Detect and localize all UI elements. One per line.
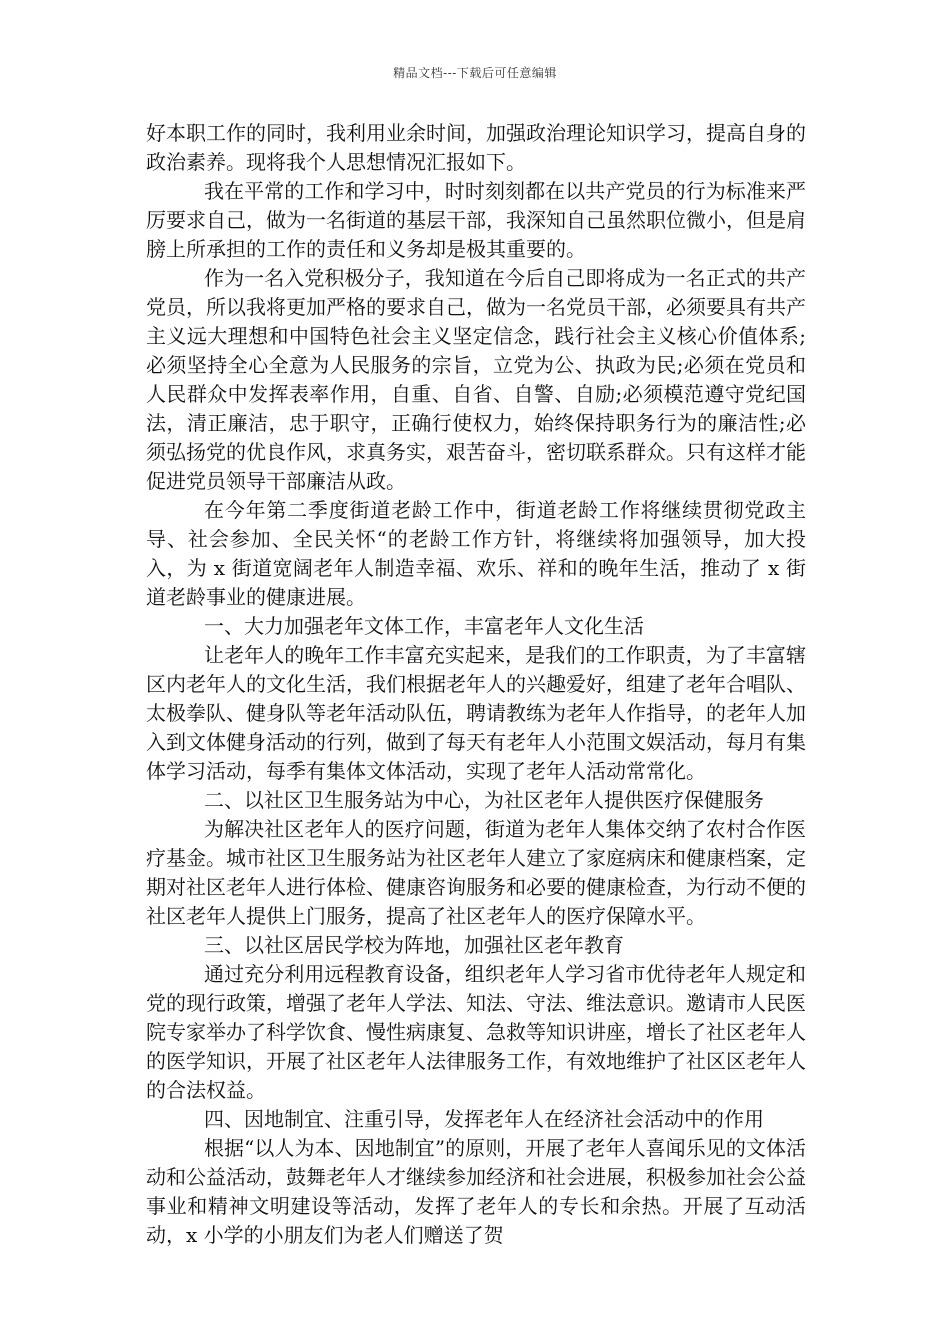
paragraph-medical: 为解决社区老年人的医疗问题，街道为老年人集体交纳了农村合作医疗基金。城市社区卫生服务站为社区老年人建立了家庭病床和健康档案，定期对社区老年人进行体检、健康咨询服务和必要的健康检查，为行动不便的社区老年人提供上门服务，提高了社区老年人的医疗保障水平。: [146, 817, 806, 928]
section-heading-education: 三、以社区居民学校为阵地，加强社区老年教育: [204, 933, 624, 957]
section-heading-medical: 二、以社区卫生服务站为中心，为社区老年人提供医疗保健服务: [204, 788, 764, 812]
section-heading-culture: 一、大力加强老年文体工作，丰富老年人文化生活: [204, 614, 644, 638]
paragraph-self-requirement: 我在平常的工作和学习中，时时刻刻都在以共产党员的行为标准来严厉要求自己，做为一名街道的基层干部，我深知自己虽然职位微小，但是肩膀上所承担的工作的责任和义务却是极其重要的。: [146, 179, 806, 261]
document-body: [146, 119, 806, 1250]
paragraph-aging-work: 在今年第二季度街道老龄工作中，街道老龄工作将继续贯彻党政主导、社会参加、全民关怀“的老龄工作方针，将继续将加强领导，加大投入，为 x 街道宽阔老年人制造幸福、欢乐、祥和的晚年生活，推动了 x 街道老龄事业的健康进展。: [146, 498, 806, 609]
paragraph-economy: 根据“以人为本、因地制宜”的原则，开展了老年人喜闻乐见的文体活动和公益活动，鼓舞老年人才继续参加经济和社会进展，积极参加社会公益事业和精神文明建设等活动，发挥了老年人的专长和余热。开展了互动活动，x 小学的小朋友们为老人们赠送了贺: [146, 1136, 806, 1247]
paragraph-party-activist: 作为一名入党积极分子，我知道在今后自己即将成为一名正式的共产党员，所以我将更加严格的要求自己，做为一名党员干部，必须要具有共产主义远大理想和中国特色社会主义坚定信念，践行社会主义核心价值体系;必须坚持全心全意为人民服务的宗旨，立党为公、执政为民;必须在党员和人民群众中发挥表率作用，自重、自省、自警、自励;必须模范遵守党纪国法，清正廉洁，忠于职守，正确行使权力，始终保持职务行为的廉洁性;必须弘扬党的优良作风，求真务实，艰苦奋斗，密切联系群众。只有这样才能促进党员领导干部廉洁从政。: [146, 266, 806, 493]
page-header: 精品文档---下载后可任意编辑: [393, 66, 557, 80]
section-heading-economy: 四、因地制宜、注重引导，发挥老年人在经济社会活动中的作用: [204, 1107, 764, 1131]
paragraph-culture: 让老年人的晚年工作丰富充实起来，是我们的工作职责，为了丰富辖区内老年人的文化生活，我们根据老年人的兴趣爱好，组建了老年合唱队、太极拳队、健身队等老年活动队伍，聘请教练为老年人作指导，的老年人加入到文体健身活动的行列，做到了每天有老年人小范围文娱活动，每月有集体学习活动，每季有集体文体活动，实现了老年人活动常常化。: [146, 643, 806, 783]
paragraph-intro-continued: 好本职工作的同时，我利用业余时间，加强政治理论知识学习，提高自身的政治素养。现将我个人思想情况汇报如下。: [146, 121, 806, 174]
paragraph-education: 通过充分利用远程教育设备，组织老年人学习省市优待老年人规定和党的现行政策，增强了老年人学法、知法、守法、维法意识。邀请市人民医院专家举办了科学饮食、慢性病康复、急救等知识讲座，增长了社区老年人的医学知识，开展了社区老年人法律服务工作，有效地维护了社区区老年人的合法权益。: [146, 962, 806, 1102]
